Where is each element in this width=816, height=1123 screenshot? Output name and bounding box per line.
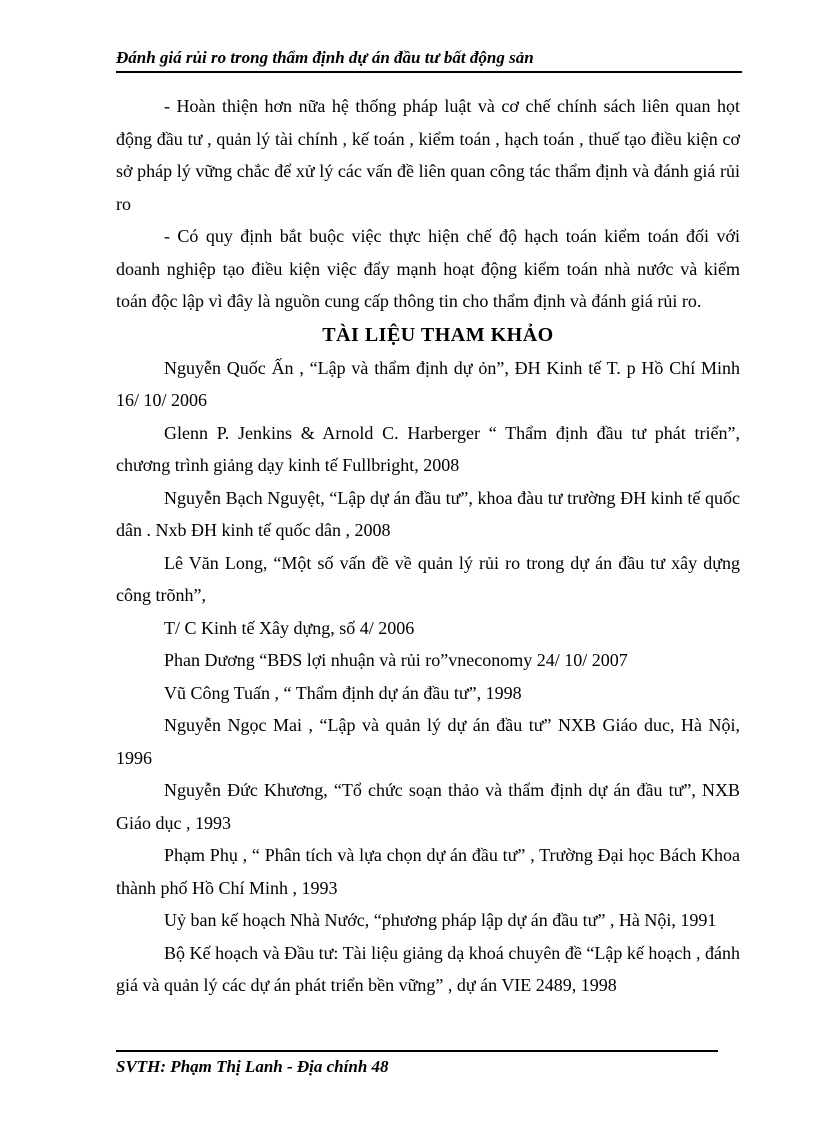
header-rule: [116, 71, 742, 73]
reference-item-2: Glenn P. Jenkins & Arnold C. Harberger “ Thẩm định đầu tư phát triển”, chương trình giảng dạy kinh tế Fullbright, 2008: [116, 422, 740, 475]
document-body: [116, 90, 740, 1002]
reference-item-9: Nguyễn Đức Khương, “Tổ chức soạn thảo và thẩm định dự án đầu tư”, NXB Giáo dục , 1993: [116, 780, 740, 833]
reference-item-12: Bộ Kế hoạch và Đầu tư: Tài liệu giảng dạ khoá chuyên đề “Lập kế hoạch , đánh giá và quản lý các dự án phát triển bền vững” , dự án VIE 2489, 1998: [116, 942, 740, 995]
reference-item-3: Nguyễn Bạch Nguyệt, “Lập dự án đầu tư”, khoa đàu tư trường ĐH kinh tế quốc dân . Nxb ĐH kinh tế quốc dân , 2008: [116, 487, 740, 540]
references-heading: TÀI LIỆU THAM KHẢO: [322, 323, 554, 346]
reference-item-1: Nguyễn Quốc Ấn , “Lập và thẩm định dự ỏn”, ĐH Kinh tế T. p Hồ Chí Minh 16/ 10/ 2006: [116, 357, 740, 410]
reference-item-6: Phan Dương “BĐS lợi nhuận và rủi ro”vneconomy 24/ 10/ 2007: [164, 650, 628, 670]
reference-item-11: Uỷ ban kế hoạch Nhà Nước, “phương pháp lập dự án đầu tư” , Hà Nội, 1991: [164, 910, 717, 930]
page-footer-text: SVTH: Phạm Thị Lanh - Địa chính 48: [116, 1057, 389, 1076]
reference-item-7: Vũ Công Tuấn , “ Thẩm định dự án đầu tư”, 1998: [164, 682, 522, 703]
reference-item-4: Lê Văn Long, “Một số vấn đề về quản lý rủi ro trong dự án đầu tư xây dựng công trõnh”,: [116, 552, 740, 605]
reference-item-10: Phạm Phụ , “ Phân tích và lựa chọn dự án đầu tư” , Trường Đại học Bách Khoa thành phố Hồ Chí Minh , 1993: [116, 845, 740, 898]
footer-rule: [116, 1050, 718, 1052]
body-paragraph-2: - Có quy định bắt buộc việc thực hiện chế độ hạch toán kiểm toán đối với doanh nghiệp tạo điều kiện việc đẩy mạnh hoạt động kiểm toán nhà nước và kiểm toán độc lập vì đây là nguồn cung cấp thông tin cho thẩm định và đánh giá rủi ro.: [116, 226, 740, 311]
reference-item-8: Nguyễn Ngọc Mai , “Lập và quản lý dự án đầu tư” NXB Giáo duc, Hà Nội, 1996: [116, 715, 740, 768]
reference-item-5: T/ C Kinh tế Xây dựng, số 4/ 2006: [164, 617, 415, 638]
page-header-title: Đánh giá rủi ro trong thẩm định dự án đầu tư bất động sản: [116, 48, 534, 67]
body-paragraph-1: - Hoàn thiện hơn nữa hệ thống pháp luật và cơ chế chính sách liên quan họt động đầu tư , quản lý tài chính , kế toán , kiểm toán , hạch toán , thuế tạo điều kiện cơ sở pháp lý vững chắc để xử lý các vấn đề liên quan công tác thẩm định và đánh giá rủi ro: [116, 96, 740, 214]
